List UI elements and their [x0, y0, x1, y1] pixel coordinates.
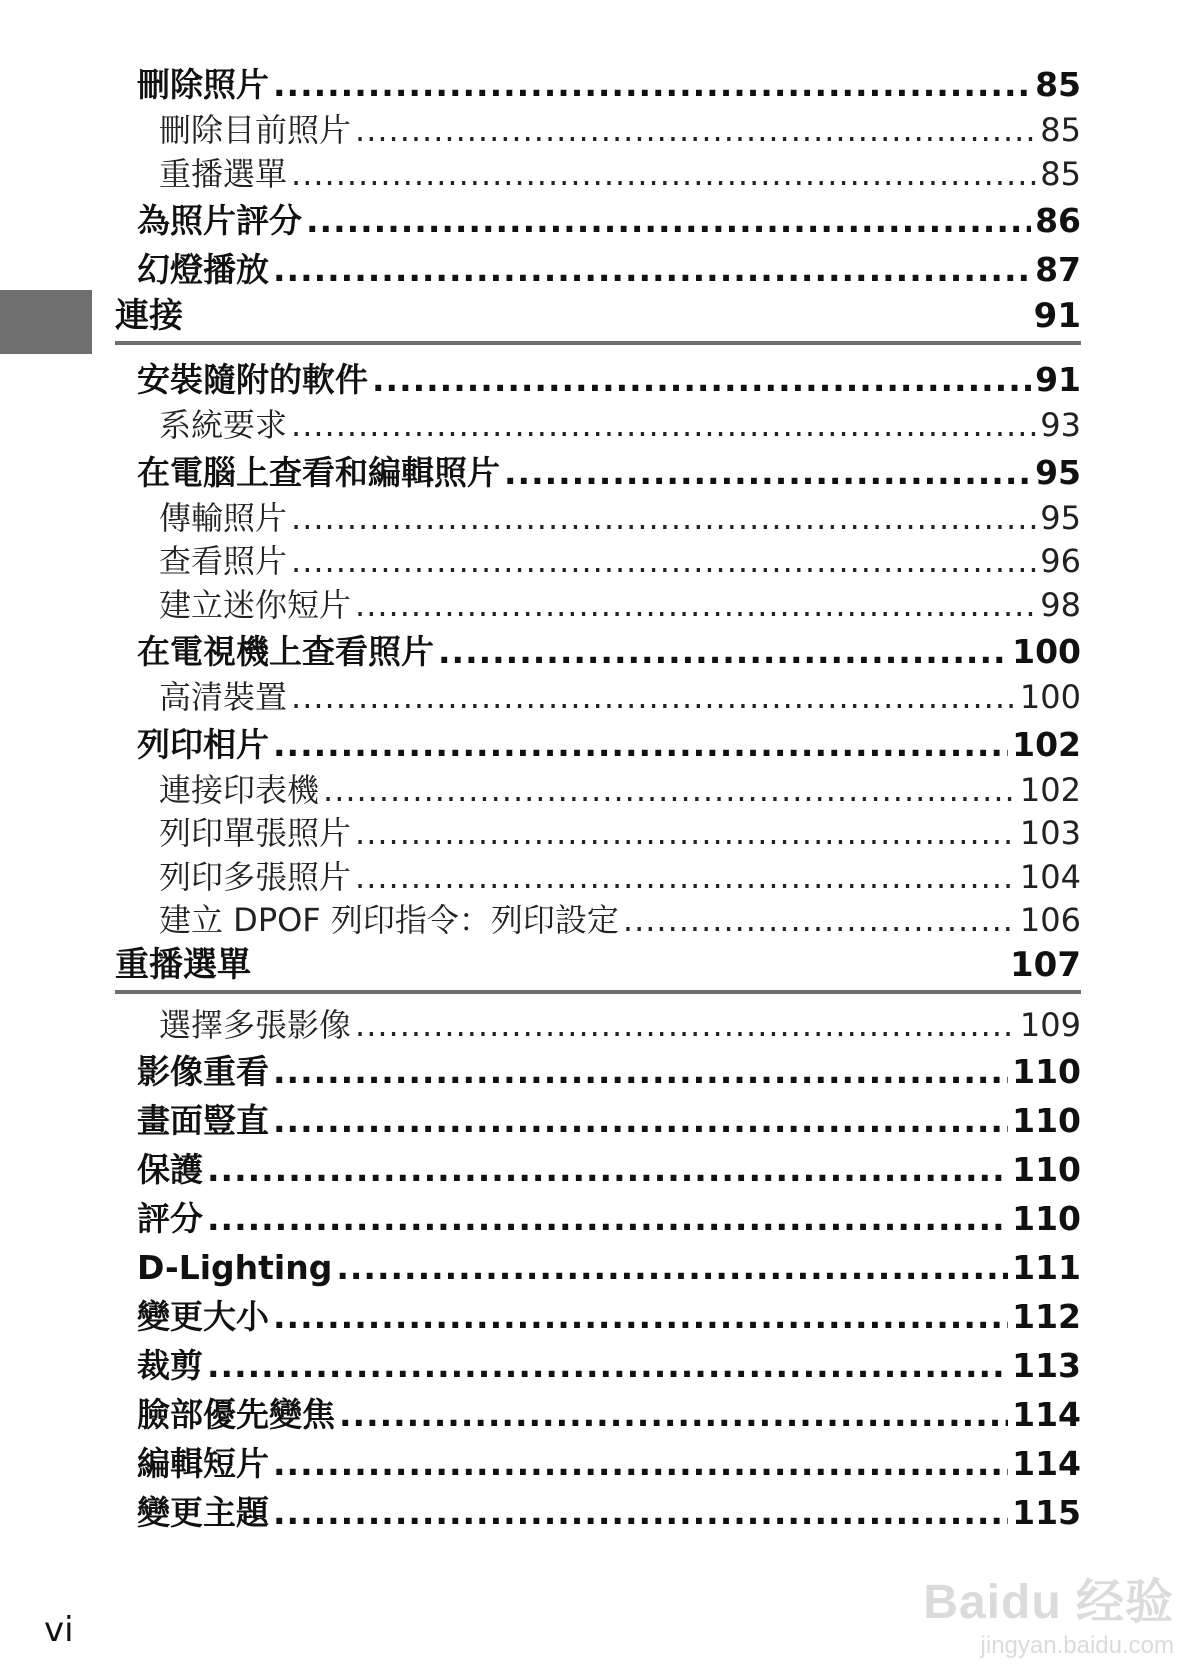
dot-leader: [207, 1341, 1008, 1390]
entry-title: 連接印表機: [159, 770, 320, 809]
toc-entry[interactable]: [115, 1194, 1081, 1243]
entry-title: 刪除目前照片: [159, 111, 352, 149]
entry-page: 85: [1040, 154, 1081, 193]
dot-leader: [306, 196, 1031, 245]
entry-title: 選擇多張影像: [159, 1005, 352, 1044]
entry-title: 變更主題: [137, 1493, 269, 1532]
section-page: 107: [1010, 944, 1081, 985]
entry-page: 111: [1012, 1248, 1081, 1287]
toc-subentry[interactable]: [115, 497, 1081, 541]
toc-entry[interactable]: [115, 60, 1081, 109]
entry-page: 87: [1035, 250, 1081, 289]
entry-page: 114: [1012, 1395, 1081, 1434]
toc-entry[interactable]: [115, 1341, 1081, 1390]
watermark-brand: Baidu 经验: [923, 1576, 1174, 1629]
entry-title: 在電腦上查看和編輯照片: [137, 452, 500, 492]
toc-entry[interactable]: [115, 1243, 1081, 1292]
dot-leader: [291, 153, 1036, 197]
dot-leader: [355, 109, 1036, 153]
entry-page: 110: [1012, 1101, 1081, 1140]
entry-title: 系統要求: [159, 406, 288, 444]
toc-entry[interactable]: [115, 355, 1081, 404]
entry-title: D-Lighting: [137, 1248, 333, 1287]
entry-page: 95: [1040, 498, 1081, 537]
entry-page: 93: [1040, 406, 1081, 444]
entry-page: 110: [1012, 1052, 1081, 1091]
toc-section-heading[interactable]: [115, 943, 1081, 994]
toc-entry[interactable]: [115, 448, 1081, 497]
toc-subentry[interactable]: [115, 676, 1081, 720]
entry-title: 評分: [137, 1199, 203, 1238]
section-page: 91: [1033, 296, 1081, 336]
entry-page: 113: [1012, 1346, 1081, 1385]
entry-title: 列印單張照片: [159, 814, 352, 852]
dot-leader: [291, 497, 1036, 541]
table-of-contents: [115, 60, 1081, 1537]
toc-subentry[interactable]: [115, 109, 1081, 153]
dot-leader: [273, 245, 1031, 294]
entry-title: 影像重看: [137, 1052, 269, 1091]
entry-page: 100: [1019, 678, 1081, 716]
toc-entry[interactable]: [115, 1390, 1081, 1439]
dot-leader: [291, 676, 1016, 720]
entry-page: 114: [1012, 1444, 1081, 1483]
dot-leader: [623, 899, 1016, 943]
entry-page: 85: [1035, 65, 1081, 104]
dot-leader: [273, 720, 1008, 769]
dot-leader: [336, 1243, 1008, 1292]
dot-leader: [273, 1439, 1008, 1488]
entry-page: 102: [1012, 724, 1081, 764]
dot-leader: [372, 355, 1031, 404]
toc-entry[interactable]: [115, 1096, 1081, 1145]
dot-leader: [355, 856, 1016, 900]
entry-page: 100: [1012, 632, 1081, 671]
dot-leader: [291, 404, 1036, 448]
entry-title: 查看照片: [159, 542, 288, 580]
toc-subentry[interactable]: [115, 1004, 1081, 1048]
dot-leader: [438, 627, 1008, 676]
entry-title: 保護: [137, 1150, 203, 1189]
toc-subentry[interactable]: [115, 153, 1081, 197]
entry-page: 91: [1035, 360, 1081, 399]
dot-leader: [207, 1194, 1008, 1243]
watermark-url: jingyan.baidu.com: [980, 1632, 1174, 1659]
dot-leader: [273, 1488, 1008, 1537]
toc-entry[interactable]: [115, 720, 1081, 769]
entry-title: 建立迷你短片: [159, 585, 352, 624]
entry-title: 傳輸照片: [159, 498, 288, 537]
toc-entry[interactable]: [115, 1047, 1081, 1096]
entry-page: 110: [1012, 1199, 1081, 1238]
toc-entry[interactable]: [115, 196, 1081, 245]
dot-leader: [273, 60, 1031, 109]
entry-page: 102: [1019, 770, 1081, 809]
dot-leader: [355, 1004, 1016, 1048]
entry-title: 列印相片: [137, 724, 269, 764]
toc-entry[interactable]: [115, 1292, 1081, 1341]
entry-title: 編輯短片: [137, 1444, 269, 1483]
page-number: vi: [44, 1610, 74, 1650]
toc-subentry[interactable]: [115, 769, 1081, 813]
entry-page: 104: [1019, 857, 1081, 896]
dot-leader: [273, 1096, 1008, 1145]
toc-subentry[interactable]: [115, 540, 1081, 584]
entry-title: 為照片評分: [137, 201, 302, 240]
entry-title: 高清裝置: [159, 678, 288, 716]
toc-subentry[interactable]: [115, 584, 1081, 628]
entry-title: 臉部優先變焦: [137, 1395, 335, 1434]
entry-page: 96: [1040, 542, 1081, 580]
entry-title: 建立 DPOF 列印指令：列印設定: [159, 901, 619, 939]
dot-leader: [504, 448, 1031, 497]
entry-page: 95: [1035, 452, 1081, 492]
entry-title: 列印多張照片: [159, 857, 352, 896]
toc-subentry[interactable]: [115, 856, 1081, 900]
toc-subentry[interactable]: [115, 404, 1081, 448]
entry-page: 106: [1019, 901, 1081, 939]
dot-leader: [339, 1390, 1008, 1439]
entry-page: 115: [1012, 1493, 1081, 1532]
section-title: 連接: [115, 296, 183, 336]
entry-title: 裁剪: [137, 1346, 203, 1385]
entry-title: 變更大小: [137, 1297, 269, 1336]
dot-leader: [291, 540, 1036, 584]
entry-title: 在電視機上查看照片: [137, 632, 434, 671]
entry-title: 安裝隨附的軟件: [137, 360, 368, 399]
toc-entry[interactable]: [115, 627, 1081, 676]
entry-title: 幻燈播放: [137, 250, 269, 289]
entry-title: 畫面豎直: [137, 1101, 269, 1140]
entry-page: 112: [1012, 1297, 1081, 1336]
toc-subentry[interactable]: [115, 812, 1081, 856]
entry-page: 98: [1040, 585, 1081, 624]
toc-subentry[interactable]: [115, 899, 1081, 943]
entry-page: 109: [1019, 1005, 1081, 1044]
toc-entry[interactable]: [115, 245, 1081, 294]
watermark: [923, 1563, 1174, 1660]
dot-leader: [273, 1047, 1008, 1096]
entry-page: 86: [1035, 201, 1081, 240]
dot-leader: [355, 584, 1036, 628]
toc-section-heading[interactable]: [115, 294, 1081, 345]
entry-page: 103: [1019, 814, 1081, 852]
toc-entry[interactable]: [115, 1145, 1081, 1194]
dot-leader: [323, 769, 1016, 813]
toc-entry[interactable]: [115, 1488, 1081, 1537]
toc-entry[interactable]: [115, 1439, 1081, 1488]
entry-page: 85: [1040, 111, 1081, 149]
entry-title: 重播選單: [159, 154, 288, 193]
dot-leader: [207, 1145, 1008, 1194]
chapter-tab-marker: [0, 290, 92, 354]
entry-title: 刪除照片: [137, 65, 269, 104]
dot-leader: [355, 812, 1016, 856]
entry-page: 110: [1012, 1150, 1081, 1189]
section-title: 重播選單: [115, 944, 251, 985]
dot-leader: [273, 1292, 1008, 1341]
